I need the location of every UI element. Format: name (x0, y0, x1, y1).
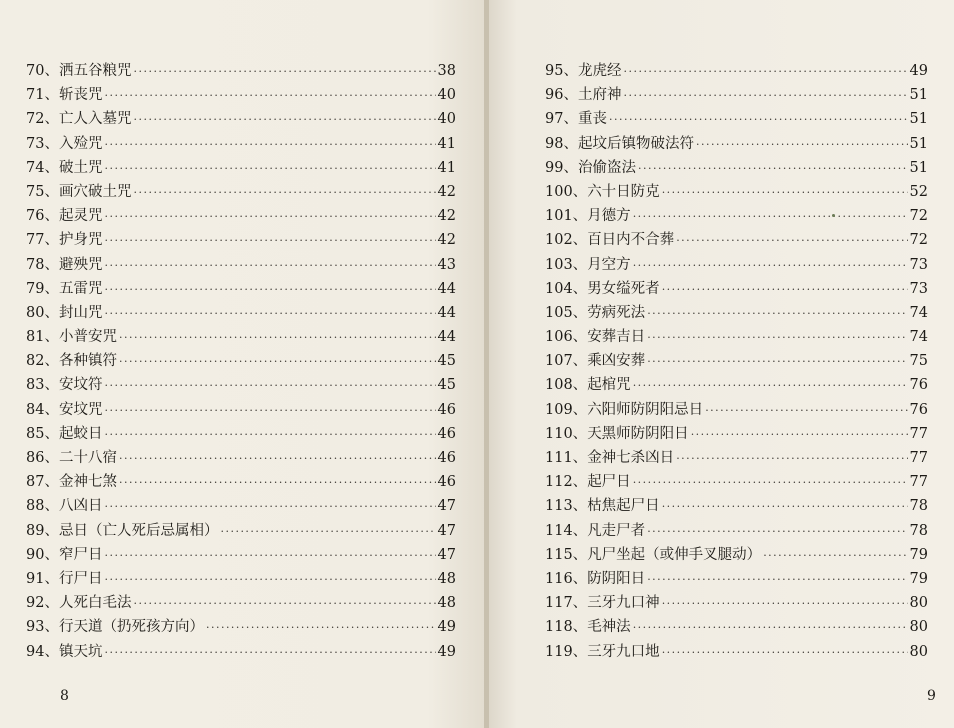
entry-title: 百日内不合葬 (587, 232, 675, 249)
toc-entry (545, 543, 928, 567)
entry-page: 80 (909, 595, 928, 612)
entry-title: 人死白毛法 (58, 595, 132, 612)
entry-title: 防阴阳日 (587, 570, 646, 587)
entry-title: 行尸日 (58, 570, 103, 587)
toc-entry (26, 640, 456, 664)
entry-title: 亡人入墓咒 (58, 111, 132, 128)
toc-entry (26, 591, 456, 615)
dot-leader (633, 254, 908, 278)
toc-entry (26, 422, 456, 446)
toc-entry (26, 132, 456, 156)
entry-number: 73、 (26, 135, 59, 152)
entry-number: 86、 (26, 450, 59, 466)
entry-title: 男女缢死者 (587, 280, 660, 297)
entry-title: 洒五谷粮咒 (58, 63, 132, 79)
entry-number: 98、 (545, 135, 578, 152)
dot-leader (104, 254, 435, 278)
toc-entry (26, 180, 456, 204)
entry-title: 起坟后镇物破法符 (577, 135, 694, 152)
entry-page: 51 (909, 87, 928, 104)
entry-title: 入殓咒 (58, 135, 103, 152)
dot-leader (676, 229, 907, 253)
toc-entry (545, 228, 928, 252)
entry-page: 46 (437, 401, 456, 418)
entry-page: 79 (909, 546, 928, 563)
dot-leader (133, 60, 435, 84)
entry-page: 40 (437, 111, 456, 128)
entry-number: 97、 (545, 111, 578, 128)
toc-entry (26, 543, 456, 567)
toc-entry (26, 398, 456, 422)
entry-title: 安葬吉日 (587, 329, 646, 346)
dot-leader (633, 471, 908, 495)
entry-page: 48 (437, 570, 456, 587)
entry-title: 治偷盗法 (577, 159, 636, 176)
entry-page: 41 (437, 135, 456, 152)
entry-page: 49 (437, 619, 456, 636)
entry-title: 安坟咒 (58, 401, 103, 418)
entry-page: 48 (437, 595, 456, 612)
entry-page: 51 (909, 159, 928, 176)
toc-entry (26, 83, 456, 107)
entry-title: 乘凶安葬 (587, 353, 646, 370)
dot-leader (104, 133, 435, 157)
entry-title: 避殃咒 (58, 256, 103, 273)
entry-page: 80 (909, 619, 928, 636)
dot-leader (638, 157, 908, 181)
entry-page: 75 (909, 353, 928, 370)
entry-number: 110、 (545, 425, 588, 442)
entry-title: 各种镇符 (58, 353, 117, 370)
entry-title: 起棺咒 (587, 377, 631, 394)
dot-leader (133, 108, 435, 132)
dot-leader (220, 520, 435, 544)
dot-leader (647, 568, 907, 592)
entry-number: 76、 (26, 208, 59, 225)
entry-title: 画穴破土咒 (58, 183, 132, 200)
entry-page: 51 (909, 135, 928, 152)
entry-number: 113、 (545, 498, 588, 515)
entry-page: 73 (909, 256, 928, 273)
entry-number: 109、 (545, 401, 588, 418)
entry-page: 46 (437, 474, 456, 491)
entry-title: 土府神 (577, 87, 622, 104)
dot-leader (705, 399, 907, 423)
dot-leader (119, 326, 436, 350)
toc-entry (545, 640, 928, 664)
dot-leader (633, 374, 908, 398)
entry-number: 112、 (545, 474, 588, 491)
entry-number: 115、 (545, 546, 588, 563)
entry-title: 忌日（亡人死后忌属相） (58, 522, 219, 539)
entry-page: 49 (437, 643, 456, 660)
entry-page: 45 (437, 377, 456, 394)
entry-page: 73 (909, 280, 928, 297)
toc-list-left (26, 59, 456, 664)
toc-entry (545, 204, 928, 228)
toc-entry (545, 132, 928, 156)
entry-title: 三牙九口神 (587, 595, 660, 612)
toc-entry (26, 156, 456, 180)
entry-title: 破土咒 (58, 159, 103, 176)
entry-number: 89、 (26, 522, 59, 539)
toc-entry (26, 59, 456, 83)
toc-entry (26, 349, 456, 373)
toc-entry (26, 277, 456, 301)
entry-page: 49 (909, 63, 928, 79)
entry-page: 47 (437, 522, 456, 539)
toc-entry (26, 325, 456, 349)
entry-number: 77、 (26, 232, 59, 249)
entry-title: 起蛟日 (58, 425, 103, 442)
toc-entry (545, 591, 928, 615)
entry-number: 74、 (26, 159, 59, 176)
entry-page: 46 (437, 425, 456, 442)
toc-entry (545, 373, 928, 397)
entry-page: 47 (437, 546, 456, 563)
dot-leader (633, 616, 908, 640)
dot-leader (104, 399, 435, 423)
toc-entry (545, 156, 928, 180)
entry-page: 45 (437, 353, 456, 370)
toc-entry (26, 107, 456, 131)
toc-entry (26, 204, 456, 228)
toc-entry (26, 470, 456, 494)
entry-title: 天黑师防阴阳日 (587, 425, 689, 442)
entry-title: 龙虎经 (577, 63, 622, 79)
entry-page: 42 (437, 183, 456, 200)
entry-number: 87、 (26, 474, 59, 491)
entry-title: 护身咒 (58, 232, 103, 249)
toc-entry (26, 446, 456, 470)
entry-page: 44 (437, 329, 456, 346)
toc-entry (545, 107, 928, 131)
entry-page: 77 (909, 450, 928, 466)
toc-entry (545, 567, 928, 591)
entry-number: 114、 (545, 522, 588, 539)
entry-page: 74 (909, 304, 928, 321)
entry-page: 78 (909, 498, 928, 515)
toc-entry (545, 494, 928, 518)
entry-title: 小普安咒 (58, 329, 117, 346)
toc-entry (545, 59, 928, 83)
entry-number: 92、 (26, 595, 59, 612)
entry-title: 重丧 (577, 111, 607, 128)
dot-leader (133, 592, 435, 616)
toc-entry (545, 470, 928, 494)
entry-page: 52 (909, 183, 928, 200)
entry-title: 六阳师防阴阳忌日 (587, 401, 704, 418)
entry-page: 44 (437, 304, 456, 321)
entry-page: 51 (909, 111, 928, 128)
dot-leader (119, 350, 436, 374)
dot-leader (647, 302, 907, 326)
toc-entry (26, 494, 456, 518)
entry-number: 82、 (26, 353, 59, 370)
entry-number: 83、 (26, 377, 59, 394)
entry-number: 116、 (545, 570, 588, 587)
entry-number: 103、 (545, 256, 588, 273)
dot-leader (662, 181, 908, 205)
toc-entry (545, 519, 928, 543)
toc-entry (545, 277, 928, 301)
entry-title: 金神七杀凶日 (587, 450, 675, 466)
entry-page: 40 (437, 87, 456, 104)
entry-number: 119、 (545, 643, 588, 660)
dot-leader (647, 326, 907, 350)
entry-title: 凡走尸者 (587, 522, 646, 539)
entry-number: 99、 (545, 159, 578, 176)
toc-entry (26, 567, 456, 591)
toc-entry (26, 301, 456, 325)
entry-page: 79 (909, 570, 928, 587)
page-number-left: 8 (60, 688, 69, 704)
entry-title: 行天道（扔死孩方向） (58, 619, 204, 636)
toc-entry (545, 83, 928, 107)
toc-entry (545, 615, 928, 639)
entry-number: 94、 (26, 643, 59, 660)
dot-leader (104, 568, 435, 592)
dot-leader (104, 423, 435, 447)
entry-number: 72、 (26, 111, 59, 128)
entry-number: 100、 (545, 183, 588, 200)
dot-leader (133, 181, 435, 205)
entry-number: 104、 (545, 280, 588, 297)
dot-leader (104, 278, 435, 302)
entry-number: 90、 (26, 546, 59, 563)
toc-entry (545, 422, 928, 446)
entry-title: 金神七煞 (58, 474, 117, 491)
dot-leader (119, 447, 436, 471)
entry-page: 74 (909, 329, 928, 346)
dot-leader (104, 374, 435, 398)
toc-entry (545, 446, 928, 470)
entry-number: 102、 (545, 232, 588, 249)
dot-leader (696, 133, 908, 157)
entry-number: 75、 (26, 183, 59, 200)
entry-page: 46 (437, 450, 456, 466)
entry-page: 42 (437, 208, 456, 225)
entry-number: 78、 (26, 256, 59, 273)
dot-leader (104, 205, 435, 229)
entry-page: 72 (909, 208, 928, 225)
dot-leader (609, 108, 908, 132)
right-page (489, 0, 954, 728)
toc-entry (545, 349, 928, 373)
entry-number: 95、 (545, 63, 578, 79)
dot-leader (647, 520, 907, 544)
dot-leader (104, 544, 435, 568)
toc-entry (26, 228, 456, 252)
dot-leader (104, 641, 435, 665)
entry-number: 84、 (26, 401, 59, 418)
entry-number: 111、 (545, 450, 588, 466)
dot-leader (623, 60, 907, 84)
dot-leader (104, 157, 435, 181)
entry-number: 101、 (545, 208, 588, 225)
paper-speck (832, 214, 835, 217)
dot-leader (104, 229, 435, 253)
dot-leader (647, 350, 907, 374)
entry-number: 108、 (545, 377, 588, 394)
toc-entry (545, 180, 928, 204)
toc-entry (545, 253, 928, 277)
entry-number: 88、 (26, 498, 59, 515)
toc-entry (545, 301, 928, 325)
dot-leader (662, 278, 908, 302)
dot-leader (633, 205, 908, 229)
entry-number: 79、 (26, 280, 59, 297)
entry-title: 劳病死法 (587, 304, 646, 321)
entry-title: 毛神法 (587, 619, 631, 636)
page-number-right: 9 (927, 688, 936, 704)
entry-number: 81、 (26, 329, 59, 346)
dot-leader (206, 616, 436, 640)
toc-entry (545, 325, 928, 349)
dot-leader (763, 544, 907, 568)
entry-title: 凡尸坐起（或伸手叉腿动） (587, 546, 762, 563)
dot-leader (119, 471, 436, 495)
dot-leader (104, 302, 435, 326)
toc-entry (26, 615, 456, 639)
entry-page: 77 (909, 474, 928, 491)
dot-leader (104, 495, 435, 519)
entry-number: 106、 (545, 329, 588, 346)
entry-number: 96、 (545, 87, 578, 104)
entry-page: 38 (437, 63, 456, 79)
entry-number: 70、 (26, 63, 59, 79)
dot-leader (691, 423, 908, 447)
entry-number: 105、 (545, 304, 588, 321)
dot-leader (662, 495, 908, 519)
entry-title: 安坟符 (58, 377, 103, 394)
entry-title: 五雷咒 (58, 280, 103, 297)
toc-entry (26, 519, 456, 543)
entry-page: 41 (437, 159, 456, 176)
entry-page: 77 (909, 425, 928, 442)
entry-number: 118、 (545, 619, 588, 636)
entry-page: 72 (909, 232, 928, 249)
entry-title: 月德方 (587, 208, 631, 225)
entry-number: 107、 (545, 353, 588, 370)
entry-title: 枯焦起尸日 (587, 498, 660, 515)
entry-title: 起尸日 (587, 474, 631, 491)
entry-page: 80 (909, 643, 928, 660)
entry-page: 76 (909, 377, 928, 394)
entry-number: 117、 (545, 595, 588, 612)
dot-leader (623, 84, 907, 108)
dot-leader (104, 84, 435, 108)
toc-entry (26, 253, 456, 277)
entry-page: 42 (437, 232, 456, 249)
toc-entry (545, 398, 928, 422)
entry-page: 43 (437, 256, 456, 273)
entry-title: 斩丧咒 (58, 87, 103, 104)
entry-number: 71、 (26, 87, 59, 104)
entry-title: 镇天坑 (58, 643, 103, 660)
dot-leader (662, 641, 908, 665)
entry-title: 起灵咒 (58, 208, 103, 225)
dot-leader (662, 592, 908, 616)
entry-title: 八凶日 (58, 498, 103, 515)
entry-title: 三牙九口地 (587, 643, 660, 660)
entry-number: 80、 (26, 304, 59, 321)
entry-number: 91、 (26, 570, 59, 587)
entry-page: 47 (437, 498, 456, 515)
entry-page: 78 (909, 522, 928, 539)
entry-page: 44 (437, 280, 456, 297)
entry-number: 85、 (26, 425, 59, 442)
entry-title: 月空方 (587, 256, 631, 273)
entry-title: 窄尸日 (58, 546, 103, 563)
toc-entry (26, 373, 456, 397)
entry-page: 76 (909, 401, 928, 418)
entry-title: 六十日防克 (587, 183, 660, 200)
dot-leader (676, 447, 907, 471)
entry-number: 93、 (26, 619, 59, 636)
entry-title: 二十八宿 (58, 450, 117, 466)
toc-list-right (545, 59, 928, 664)
entry-title: 封山咒 (58, 304, 103, 321)
